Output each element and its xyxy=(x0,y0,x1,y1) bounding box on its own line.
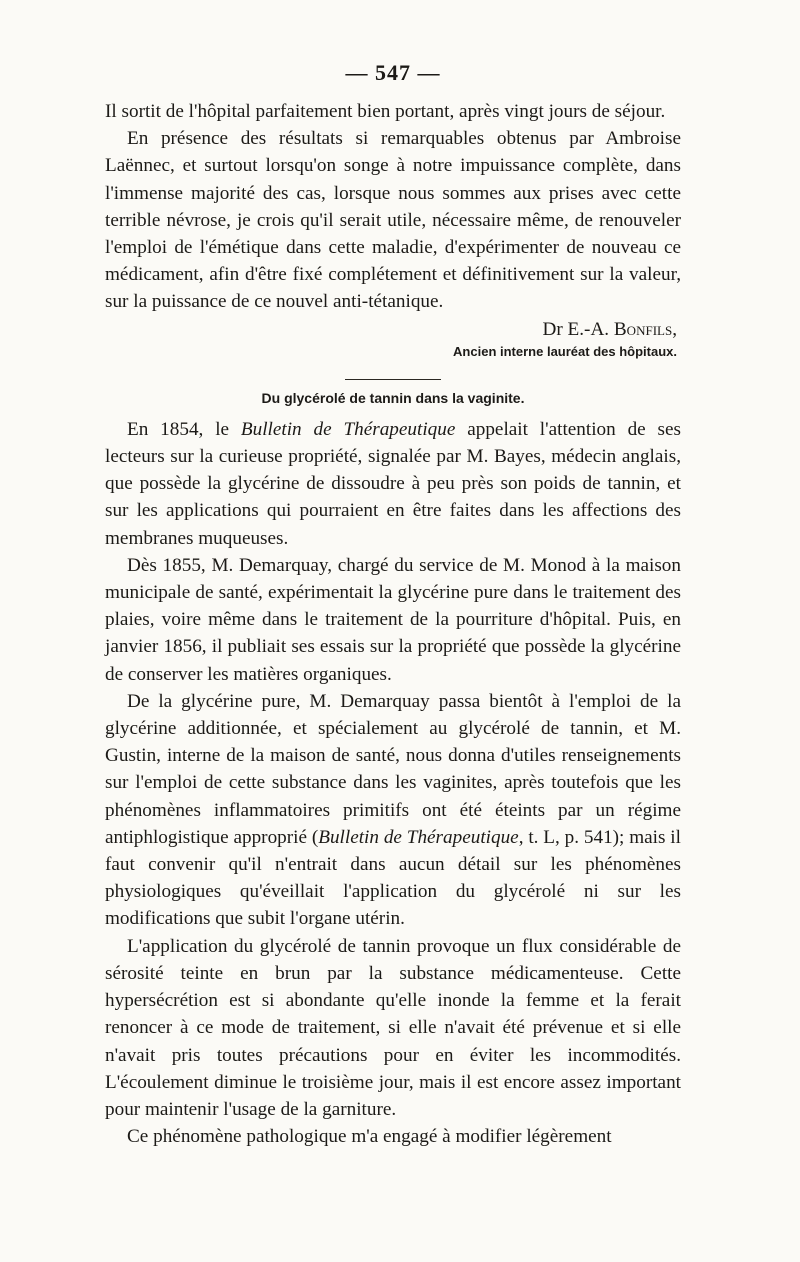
page xyxy=(105,60,681,1150)
journal-title: Bulletin de Thérapeutique xyxy=(240,418,456,440)
section-title: Du glycérolé de tannin dans la vaginite. xyxy=(261,389,525,406)
paragraph-glycerole: De la glycérine pure, M. Demarquay passa bientôt à l'emploi de la glycérine additionnée, et spécialement au glycérolé de tannin, et M. Gustin, interne de la maison de santé, nous donna d'utiles renseignements sur l'emploi de cette substance dans les vaginites, après toutefois que les phénomènes inflammatoires primitifs ont été éteints par un régime antiphlogistique approprié (Bulletin de Thérapeutique, t. L, p. 541); mais il faut convenir qu'il n'entrait dans aucun détail sur les phénomènes physiologiques qu'éveillait l'application du glycérolé ni sur les modifications que subit l'organe utérin. xyxy=(105,690,681,930)
journal-title-ref: Bulletin de Thérapeutique xyxy=(318,826,519,848)
signature xyxy=(105,316,681,343)
paragraph-application: L'application du glycérolé de tannin provoque un flux considérable de sérosité teinte en brun par la substance médicamenteuse. Cette hypersécrétion est si abondante qu'elle inonde la femme et la ferait renoncer à ce mode de traitement, si elle n'avait été prévenue et si elle n'avait pris toutes précautions pour en éviter les incommodités. L'écoulement diminue le troisième jour, mais il est encore assez important pour maintenir l'usage de la garniture. xyxy=(105,935,681,1120)
signature-name: E.-A. Bonfils, xyxy=(567,318,677,340)
paragraph-1854: En 1854, le Bulletin de Thérapeutique appelait l'attention de ses lecteurs sur la curieuse propriété, signalée par M. Bayes, médecin anglais, que possède la glycérine de dissoudre à peu près son poids de tannin, et sur les applications qui pourraient en être faites dans les affections des membranes muqueuses. xyxy=(105,418,681,549)
paragraph-emetic-argument: En présence des résultats si remarquables obtenus par Ambroise Laënnec, et surtout lorsqu'on songe à notre impuissance complète, dans l'immense majorité des cas, lorsque nous sommes aux prises avec cette terrible névrose, je crois qu'il serait utile, nécessaire même, de renouveler l'emploi de l'émétique dans cette maladie, d'expérimenter de nouveau ce médicament, afin d'être fixé complétement et définitivement sur la valeur, sur la puissance de ce nouvel anti-tétanique. xyxy=(105,128,681,313)
paragraph-1855: Dès 1855, M. Demarquay, chargé du service de M. Monod à la maison municipale de santé, expérimentait la glycérine pure dans le traitement des plaies, voire même dans le traitement de la pourriture d'hôpital. Puis, en janvier 1856, il publiait ses essais sur la propriété que possède la glycérine de conserver les matières organiques. xyxy=(105,554,681,685)
signature-prefix: Dr xyxy=(542,318,563,340)
paragraph-discharge: Il sortit de l'hôpital parfaitement bien portant, après vingt jours de séjour. xyxy=(105,101,666,122)
paragraph-phenomenon: Ce phénomène pathologique m'a engagé à modifier légèrement xyxy=(127,1126,612,1148)
page-number: — 547 — xyxy=(345,60,441,85)
section-divider xyxy=(345,379,441,380)
signature-affiliation: Ancien interne lauréat des hôpitaux. xyxy=(453,343,677,359)
